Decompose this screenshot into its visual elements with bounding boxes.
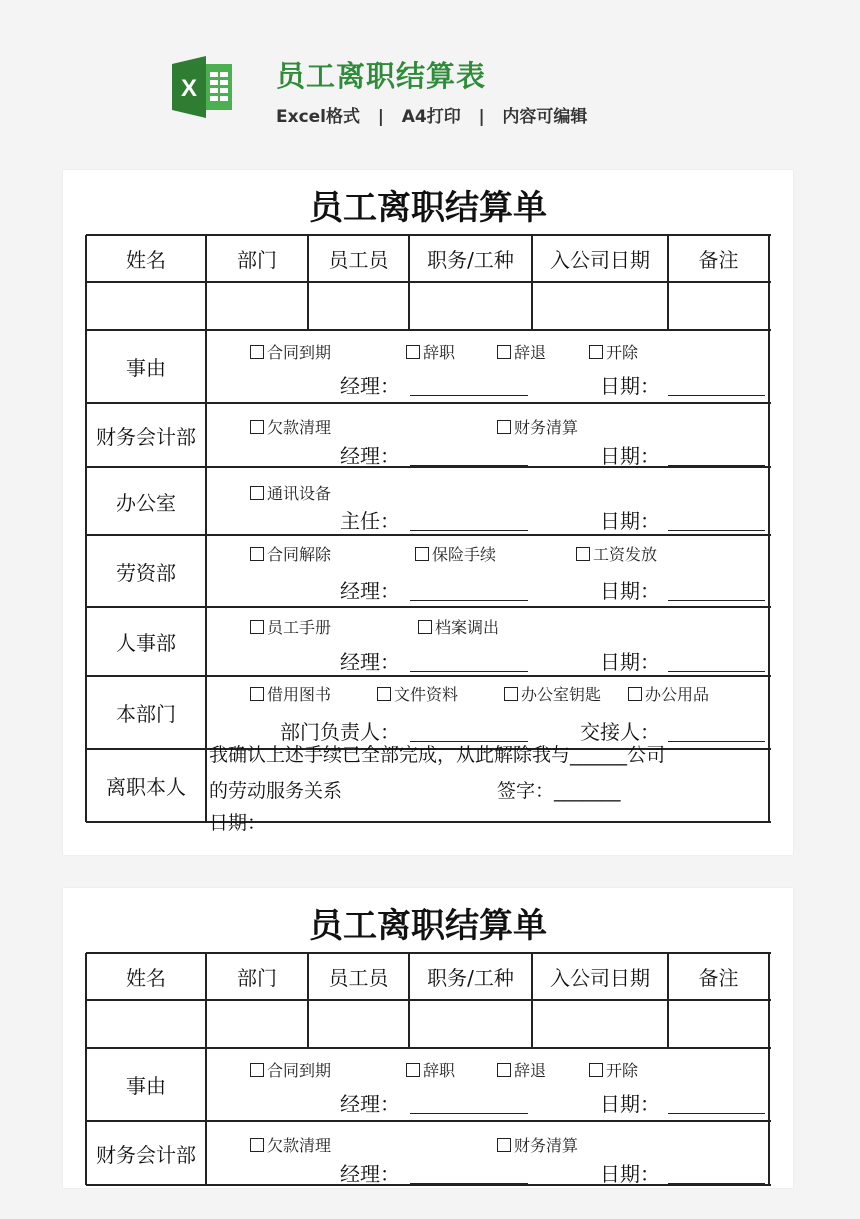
signature-field[interactable]: 签字：_______ [497, 780, 621, 802]
checkbox-item[interactable] [250, 481, 331, 504]
date-line[interactable] [668, 1113, 765, 1114]
sign-label-left: 经理： [340, 579, 400, 603]
checkbox-label: 合同到期 [267, 1061, 332, 1080]
checkbox-label: 辞退 [514, 343, 547, 362]
signature-line[interactable] [410, 600, 528, 601]
checkbox-icon[interactable] [250, 620, 264, 634]
checkbox-item[interactable] [250, 415, 331, 438]
checkbox-icon[interactable] [504, 687, 518, 701]
date-line[interactable] [668, 465, 765, 466]
checkbox-label: 合同到期 [267, 343, 332, 362]
column-header: 姓名 [126, 248, 166, 272]
checkbox-label: 合同解除 [267, 545, 332, 564]
column-header: 部门 [237, 248, 277, 272]
column-header: 备注 [698, 966, 739, 990]
date-line[interactable] [668, 671, 765, 672]
sign-label-right: 日期： [600, 1162, 660, 1186]
checkbox-item[interactable] [406, 340, 455, 363]
checkbox-icon[interactable] [418, 620, 432, 634]
header-subtitle: Excel格式 | A4打印 | 内容可编辑 [276, 107, 588, 127]
sign-label-left: 经理： [340, 1092, 400, 1116]
checkbox-item[interactable] [589, 1058, 638, 1081]
checkbox-label: 员工手册 [267, 618, 332, 637]
column-header: 员工员 [328, 966, 389, 990]
checkbox-label: 保险手续 [432, 545, 497, 564]
form-title: 员工离职结算单 [309, 188, 547, 228]
column-header: 职务/工种 [427, 248, 514, 272]
form-preview-1 [63, 170, 793, 855]
checkbox-icon[interactable] [576, 547, 590, 561]
checkbox-label: 财务清算 [514, 418, 579, 437]
checkbox-item[interactable] [497, 1133, 578, 1156]
sign-label-right: 日期： [600, 579, 660, 603]
sign-label-right: 日期： [600, 650, 660, 674]
checkbox-label: 办公用品 [645, 685, 710, 704]
checkbox-icon[interactable] [250, 420, 264, 434]
checkbox-icon[interactable] [250, 547, 264, 561]
checkbox-label: 文件资料 [394, 685, 459, 704]
date-line[interactable] [668, 600, 765, 601]
checkbox-item[interactable] [415, 542, 496, 565]
column-header: 员工员 [328, 248, 389, 272]
column-header: 备注 [698, 248, 739, 272]
checkbox-label: 欠款清理 [267, 418, 332, 437]
checkbox-label: 办公室钥匙 [521, 685, 602, 704]
sign-label-right: 日期： [600, 1092, 660, 1116]
declaration-line1: 我确认上述手续已全部完成，从此解除我与______公司 [209, 744, 666, 766]
checkbox-icon[interactable] [250, 687, 264, 701]
sign-label-left: 经理： [340, 650, 400, 674]
checkbox-icon[interactable] [497, 345, 511, 359]
date-line[interactable] [668, 395, 765, 396]
sign-label-right: 日期： [600, 509, 660, 533]
sign-label-left: 经理： [340, 374, 400, 398]
checkbox-item[interactable] [418, 615, 499, 638]
section-label: 事由 [126, 356, 166, 380]
section-label: 财务会计部 [96, 424, 196, 449]
section-label: 事由 [126, 1074, 166, 1098]
checkbox-item[interactable] [250, 542, 331, 565]
checkbox-icon[interactable] [250, 345, 264, 359]
checkbox-icon[interactable] [250, 486, 264, 500]
section-label: 本部门 [116, 702, 176, 726]
declaration-line2: 的劳动服务关系 [209, 780, 343, 802]
input-cell[interactable] [206, 1000, 308, 1048]
sign-label-left: 经理： [340, 1162, 400, 1186]
checkbox-label: 开除 [606, 343, 639, 362]
signature-line[interactable] [410, 530, 528, 531]
checkbox-item[interactable] [250, 1133, 331, 1156]
input-cell[interactable] [668, 1000, 769, 1048]
checkbox-icon[interactable] [250, 1063, 264, 1077]
checkbox-icon[interactable] [589, 1063, 603, 1077]
date-line[interactable] [668, 741, 765, 742]
checkbox-item[interactable] [377, 682, 458, 705]
sign-label-left: 部门负责人： [280, 720, 400, 744]
input-cell[interactable] [86, 1000, 206, 1048]
sign-label-right: 日期： [600, 444, 660, 468]
column-header: 入公司日期 [550, 248, 650, 272]
input-cell[interactable] [206, 282, 308, 330]
sign-label-left: 经理： [340, 444, 400, 468]
signature-line[interactable] [410, 395, 528, 396]
column-header: 职务/工种 [427, 966, 514, 990]
signature-line[interactable] [410, 1183, 528, 1184]
checkbox-icon[interactable] [406, 345, 420, 359]
date-line[interactable] [668, 1183, 765, 1184]
checkbox-icon[interactable] [497, 420, 511, 434]
checkbox-item[interactable] [406, 1058, 455, 1081]
date-field[interactable]: 日期： [209, 812, 267, 834]
checkbox-label: 辞职 [423, 1061, 456, 1080]
checkbox-label: 开除 [606, 1061, 639, 1080]
input-cell[interactable] [532, 282, 668, 330]
input-cell[interactable] [532, 1000, 668, 1048]
date-line[interactable] [668, 530, 765, 531]
input-cell[interactable] [409, 1000, 532, 1048]
checkbox-item[interactable] [250, 615, 331, 638]
checkbox-label: 档案调出 [435, 618, 500, 637]
checkbox-label: 财务清算 [514, 1136, 579, 1155]
section-label: 离职本人 [106, 775, 186, 799]
column-header: 部门 [237, 966, 277, 990]
signature-line[interactable] [410, 671, 528, 672]
header-title: 员工离职结算表 [276, 59, 487, 93]
checkbox-label: 欠款清理 [267, 1136, 332, 1155]
signature-line[interactable] [410, 465, 528, 466]
input-cell[interactable] [668, 282, 769, 330]
section-label: 劳资部 [116, 560, 176, 585]
section-label: 人事部 [116, 631, 176, 655]
signature-line[interactable] [410, 1113, 528, 1114]
checkbox-icon[interactable] [377, 687, 391, 701]
input-cell[interactable] [409, 282, 532, 330]
checkbox-label: 工资发放 [593, 545, 658, 564]
checkbox-label: 辞职 [423, 343, 456, 362]
section-label: 财务会计部 [96, 1142, 196, 1167]
svg-text:X: X [180, 75, 198, 102]
sign-label-left: 主任： [340, 509, 400, 533]
form-title: 员工离职结算单 [309, 906, 547, 946]
column-header: 姓名 [126, 966, 166, 990]
checkbox-label: 通讯设备 [267, 484, 332, 503]
checkbox-item[interactable] [497, 1058, 546, 1081]
section-label: 办公室 [116, 490, 176, 515]
checkbox-item[interactable] [589, 340, 638, 363]
checkbox-label: 辞退 [514, 1061, 547, 1080]
checkbox-item[interactable] [250, 682, 331, 705]
checkbox-icon[interactable] [628, 687, 642, 701]
column-header: 入公司日期 [550, 966, 650, 990]
checkbox-item[interactable] [628, 682, 709, 705]
declaration-box [209, 744, 767, 834]
checkbox-icon[interactable] [250, 1138, 264, 1152]
sign-label-right: 日期： [600, 374, 660, 398]
checkbox-item[interactable] [497, 415, 578, 438]
checkbox-icon[interactable] [497, 1063, 511, 1077]
checkbox-icon[interactable] [497, 1138, 511, 1152]
form-preview-2 [63, 888, 793, 1188]
checkbox-label: 借用图书 [267, 685, 332, 704]
checkbox-item[interactable] [250, 340, 331, 363]
input-cell[interactable] [86, 282, 206, 330]
checkbox-item[interactable] [504, 682, 601, 705]
checkbox-icon[interactable] [589, 345, 603, 359]
input-cell[interactable] [308, 1000, 409, 1048]
checkbox-item[interactable] [497, 340, 546, 363]
checkbox-icon[interactable] [406, 1063, 420, 1077]
checkbox-item[interactable] [250, 1058, 331, 1081]
checkbox-icon[interactable] [415, 547, 429, 561]
checkbox-item[interactable] [576, 542, 657, 565]
excel-logo-icon [172, 56, 234, 118]
input-cell[interactable] [308, 282, 409, 330]
sign-label-right: 交接人： [580, 720, 660, 744]
